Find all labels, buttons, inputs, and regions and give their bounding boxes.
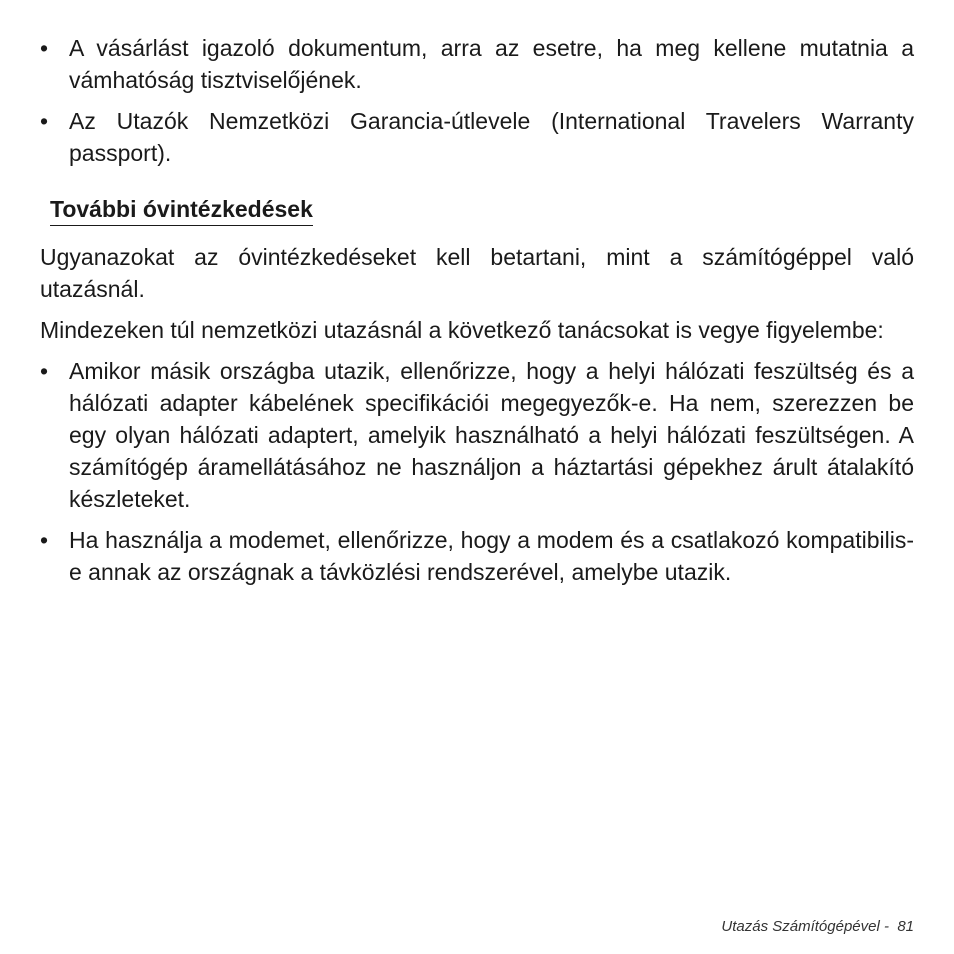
- list-item: [40, 524, 914, 588]
- list-item-text: Ha használja a modemet, ellenőrizze, hogy a modem és a csatlakozó kompatibilis-e annak az országnak a távközlési rendszerével, amelybe utazik.: [69, 527, 914, 585]
- document-page: [40, 32, 914, 597]
- section-heading: További óvintézkedések: [50, 194, 313, 226]
- bullet-icon: •: [40, 35, 49, 61]
- paragraph: Mindezeken túl nemzetközi utazásnál a következő tanácsokat is vegye figyelembe:: [40, 317, 884, 343]
- list-item: [40, 355, 914, 515]
- page-number: 81: [897, 918, 914, 935]
- paragraph: Ugyanazokat az óvintézkedéseket kell betartani, mint a számítógéppel való utazásnál.: [40, 244, 914, 302]
- list-item-text: Az Utazók Nemzetközi Garancia-útlevele (International Travelers Warranty passport).: [69, 108, 914, 166]
- list-item-text: Amikor másik országba utazik, ellenőrizze, hogy a helyi hálózati feszültség és a hálózati adapter kábelének specifikációi megegyezők-e. Ha nem, szerezzen be egy olyan hálózati adaptert, amelyik használható a helyi hálózati feszültségen. A számítógép áramellátásához ne használjon a háztartási gépekhez árult átalakító készleteket.: [69, 358, 914, 512]
- precautions-bullet-list: [40, 355, 914, 588]
- bullet-icon: •: [40, 358, 49, 384]
- bullet-icon: •: [40, 108, 49, 134]
- list-item: [40, 105, 914, 169]
- bullet-icon: •: [40, 527, 49, 553]
- list-item-text: A vásárlást igazoló dokumentum, arra az esetre, ha meg kellene mutatnia a vámhatóság tisztviselőjének.: [69, 35, 914, 93]
- page-footer: [721, 918, 914, 935]
- list-item: [40, 32, 914, 96]
- footer-title: Utazás Számítógépével -: [721, 918, 889, 935]
- top-bullet-list: [40, 32, 914, 169]
